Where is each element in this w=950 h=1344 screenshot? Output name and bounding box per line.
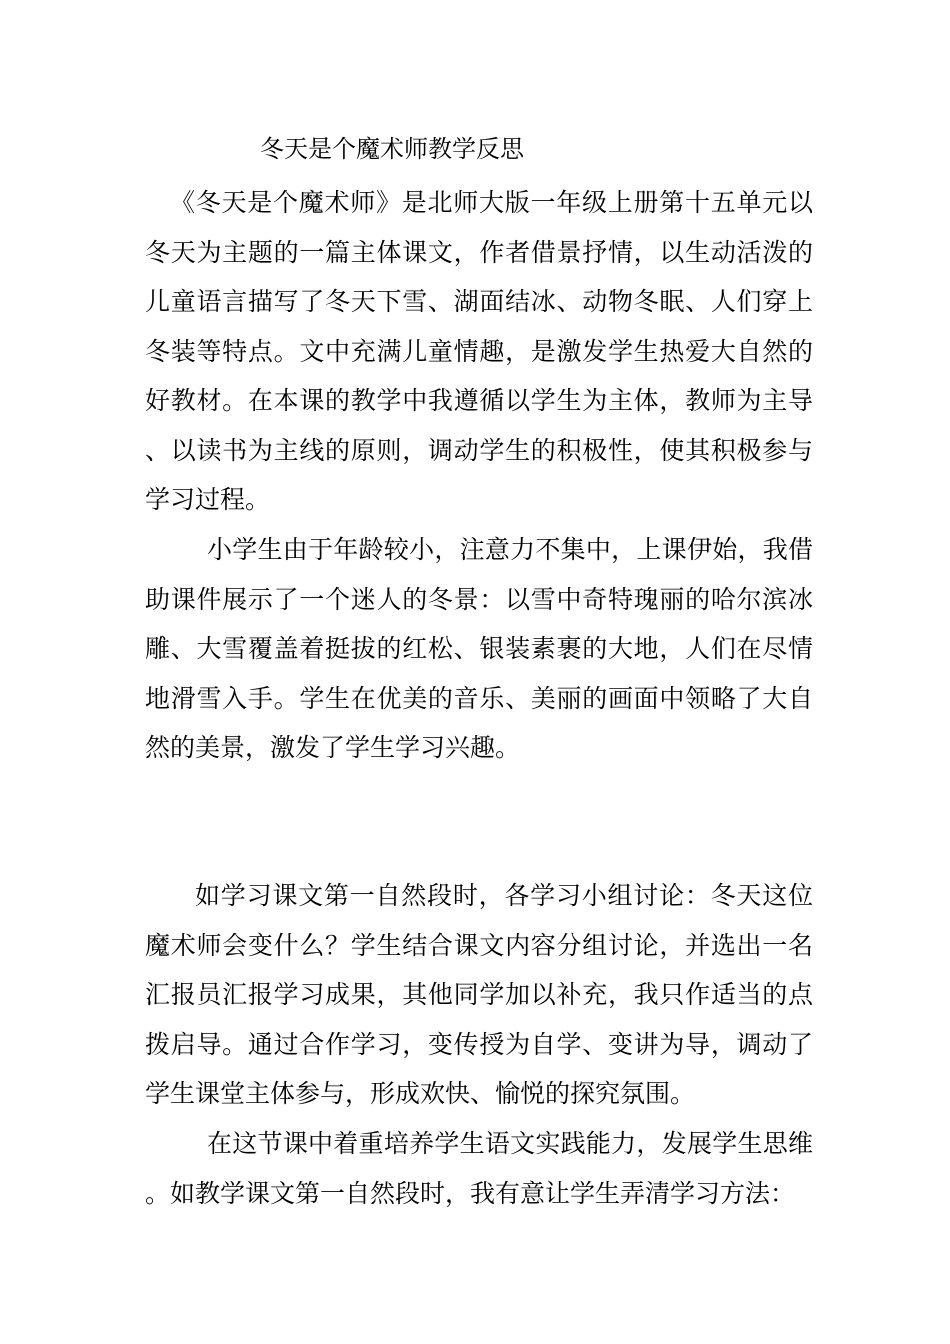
paragraph-intro: 《冬天是个魔术师》是北师大版一年级上册第十五单元以冬天为主题的一篇主体课文，作者借景抒情，以生动活泼的儿童语言描写了冬天下雪、湖面结冰、动物冬眠、人们穿上冬装等特点。文中充满儿童情趣，是激发学生热爱大自然的好教材。在本课的教学中我遵循以学生为主体，教师为主导、以读书为主线的原则，调动学生的积极性，使其积极参与学习过程。 bbox=[145, 188, 813, 514]
paragraph-courseware: 小学生由于年龄较小，注意力不集中，上课伊始，我借助课件展示了一个迷人的冬景：以雪中奇特瑰丽的哈尔滨冰雕、大雪覆盖着挺拔的红松、银装素裹的大地，人们在尽情地滑雪入手。学生在优美的音乐、美丽的画面中领略了大自然的美景，激发了学生学习兴趣。 bbox=[145, 535, 813, 762]
document-title: 冬天是个魔术师教学反思 bbox=[260, 135, 524, 163]
paragraph-group-discussion: 如学习课文第一自然段时，各学习小组讨论：冬天这位魔术师会变什么？学生结合课文内容分组讨论，并选出一名汇报员汇报学习成果，其他同学加以补充，我只作适当的点拨启导。通过合作学习，变传授为自学、变讲为导，调动了学生课堂主体参与，形成欢快、愉悦的探究氛围。 bbox=[145, 881, 813, 1108]
paragraph-practice-ability: 在这节课中着重培养学生语文实践能力，发展学生思维。如教学课文第一自然段时，我有意让学生弄清学习方法： bbox=[145, 1129, 813, 1208]
